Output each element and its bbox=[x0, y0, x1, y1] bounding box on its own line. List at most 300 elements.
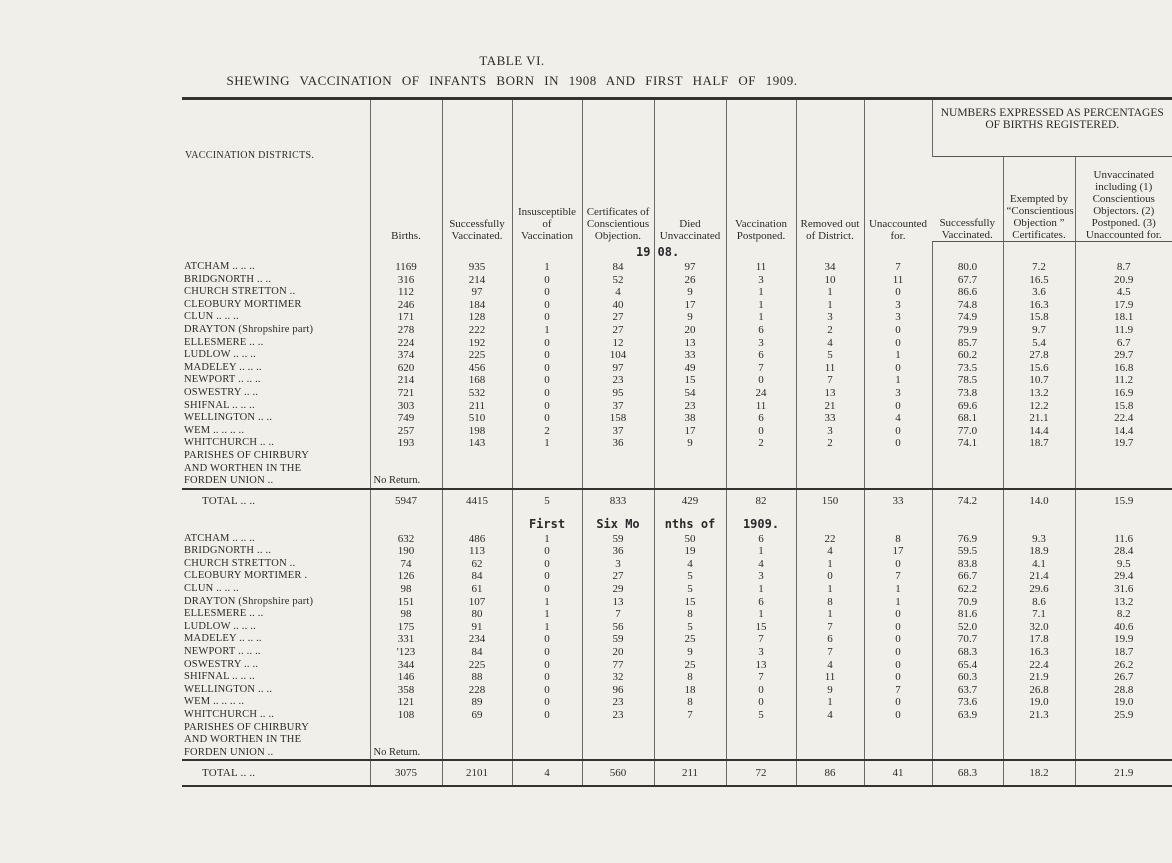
table-cell: 151 bbox=[370, 596, 442, 609]
table-cell: 1 bbox=[796, 286, 864, 299]
table-cell: 77.0 bbox=[932, 425, 1003, 438]
total-cell: 3075 bbox=[370, 760, 442, 786]
total-cell: 18.2 bbox=[1003, 760, 1075, 786]
table-cell: 16.3 bbox=[1003, 299, 1075, 312]
table-cell: 6 bbox=[796, 633, 864, 646]
table-cell: 27.8 bbox=[1003, 349, 1075, 362]
table-row bbox=[182, 570, 1172, 583]
table-row bbox=[182, 374, 1172, 387]
table-cell: 331 bbox=[370, 633, 442, 646]
table-cell: 9 bbox=[654, 311, 726, 324]
table-cell: 60.3 bbox=[932, 671, 1003, 684]
parishes-row bbox=[182, 450, 1172, 463]
table-cell: 0 bbox=[726, 425, 796, 438]
table-row bbox=[182, 659, 1172, 672]
header-districts: VACCINATION DISTRICTS. bbox=[182, 99, 370, 242]
table-cell: 17 bbox=[864, 545, 932, 558]
table-cell: 7 bbox=[796, 374, 864, 387]
total-cell: 4 bbox=[512, 760, 582, 786]
table-cell: 6.7 bbox=[1075, 337, 1172, 350]
table-cell: 1 bbox=[726, 608, 796, 621]
district-name: LUDLOW .. .. .. bbox=[184, 349, 256, 361]
table-cell: 158 bbox=[582, 412, 654, 425]
table-cell: 1169 bbox=[370, 261, 442, 274]
total-cell: 5 bbox=[512, 489, 582, 514]
table-cell: 6 bbox=[726, 412, 796, 425]
table-cell: 5 bbox=[654, 621, 726, 634]
header-postponed: Vaccination Postponed. bbox=[726, 99, 796, 242]
total-cell: 33 bbox=[864, 489, 932, 514]
table-cell: 0 bbox=[512, 684, 582, 697]
table-cell: 1 bbox=[726, 583, 796, 596]
table-cell: 0 bbox=[512, 671, 582, 684]
table-cell: 0 bbox=[864, 437, 932, 450]
table-cell: 234 bbox=[442, 633, 512, 646]
table-cell: 70.7 bbox=[932, 633, 1003, 646]
table-cell: 0 bbox=[512, 646, 582, 659]
table-cell: 224 bbox=[370, 337, 442, 350]
table-cell: 27 bbox=[582, 311, 654, 324]
table-cell: 98 bbox=[370, 583, 442, 596]
table-row bbox=[182, 311, 1172, 324]
section-heading-row bbox=[182, 514, 1172, 533]
table-cell: 3 bbox=[726, 570, 796, 583]
table-cell: 0 bbox=[726, 374, 796, 387]
table-cell: 749 bbox=[370, 412, 442, 425]
table-cell: 32 bbox=[582, 671, 654, 684]
table-cell: 344 bbox=[370, 659, 442, 672]
table-cell: 60.2 bbox=[932, 349, 1003, 362]
table-cell: 25 bbox=[654, 633, 726, 646]
table-cell: 7 bbox=[726, 633, 796, 646]
district-name: DRAYTON (Shropshire part) bbox=[184, 323, 314, 335]
table-cell: 0 bbox=[726, 696, 796, 709]
parishes-label: FORDEN UNION .. bbox=[184, 475, 274, 487]
table-title: SHEWING VACCINATION OF INFANTS BORN IN 1908 AND FIRST HALF OF 1909. bbox=[226, 73, 798, 88]
table-cell: 0 bbox=[512, 349, 582, 362]
table-cell: 13.2 bbox=[1075, 596, 1172, 609]
table-cell: 10 bbox=[796, 274, 864, 287]
table-cell: 1 bbox=[512, 324, 582, 337]
table-cell: 59 bbox=[582, 633, 654, 646]
district-name: DRAYTON (Shropshire part) bbox=[184, 595, 314, 607]
table-cell: 7 bbox=[654, 709, 726, 722]
district-name: LUDLOW .. .. .. bbox=[184, 620, 256, 632]
table-row bbox=[182, 437, 1172, 450]
header-pct-unvaccinated: Unvaccinated including (1) Conscientious Objectors. (2) Postponed. (3) Unaccounted for. bbox=[1075, 157, 1172, 242]
table-cell: 84 bbox=[442, 646, 512, 659]
table-cell: 0 bbox=[864, 362, 932, 375]
header-percentages: NUMBERS EXPRESSED AS PERCENTAGES OF BIRTHS REGISTERED. bbox=[932, 99, 1172, 157]
district-name: NEWPORT .. .. .. bbox=[184, 374, 261, 386]
table-cell: 81.6 bbox=[932, 608, 1003, 621]
table-cell: 28.4 bbox=[1075, 545, 1172, 558]
table-cell: 9 bbox=[654, 286, 726, 299]
total-cell: 429 bbox=[654, 489, 726, 514]
table-cell: 15.8 bbox=[1075, 400, 1172, 413]
table-cell: 68.3 bbox=[932, 646, 1003, 659]
table-row bbox=[182, 545, 1172, 558]
table-cell: 1 bbox=[864, 596, 932, 609]
table-cell: 0 bbox=[864, 633, 932, 646]
table-cell: 0 bbox=[512, 412, 582, 425]
table-row bbox=[182, 671, 1172, 684]
table-cell: 15 bbox=[726, 621, 796, 634]
parishes-label: PARISHES OF CHIRBURY bbox=[184, 449, 309, 461]
table-cell: 316 bbox=[370, 274, 442, 287]
table-cell: 0 bbox=[512, 374, 582, 387]
table-cell: 4 bbox=[796, 545, 864, 558]
table-cell: 0 bbox=[864, 425, 932, 438]
table-cell: 66.7 bbox=[932, 570, 1003, 583]
table-cell: 0 bbox=[796, 570, 864, 583]
table-cell: 8.7 bbox=[1075, 261, 1172, 274]
section-label-part: First bbox=[512, 514, 582, 533]
table-row bbox=[182, 400, 1172, 413]
table-cell: 5.4 bbox=[1003, 337, 1075, 350]
table-cell: 15.6 bbox=[1003, 362, 1075, 375]
table-cell: 84 bbox=[582, 261, 654, 274]
table-cell: 20 bbox=[654, 324, 726, 337]
parishes-row bbox=[182, 475, 1172, 489]
table-cell: 26.8 bbox=[1003, 684, 1075, 697]
table-cell: 175 bbox=[370, 621, 442, 634]
table-cell: 76.9 bbox=[932, 533, 1003, 546]
table-cell: 27 bbox=[582, 570, 654, 583]
table-cell: 20.9 bbox=[1075, 274, 1172, 287]
table-cell: 184 bbox=[442, 299, 512, 312]
table-cell: 32.0 bbox=[1003, 621, 1075, 634]
table-cell: 11.6 bbox=[1075, 533, 1172, 546]
table-cell: 0 bbox=[864, 646, 932, 659]
table-cell: 246 bbox=[370, 299, 442, 312]
table-cell: 9 bbox=[796, 684, 864, 697]
table-cell: 13 bbox=[726, 659, 796, 672]
table-cell: 632 bbox=[370, 533, 442, 546]
table-cell: 4 bbox=[796, 709, 864, 722]
table-row bbox=[182, 337, 1172, 350]
district-name: WEM .. .. .. .. bbox=[184, 424, 245, 436]
table-cell: 54 bbox=[654, 387, 726, 400]
district-name: CLEOBURY MORTIMER bbox=[184, 298, 302, 310]
table-row bbox=[182, 349, 1172, 362]
table-cell: 56 bbox=[582, 621, 654, 634]
table-cell: 63.7 bbox=[932, 684, 1003, 697]
table-cell: 12.2 bbox=[1003, 400, 1075, 413]
table-cell: 29.4 bbox=[1075, 570, 1172, 583]
table-cell: 4 bbox=[582, 286, 654, 299]
header-insusceptible: Insusceptible of Vaccination bbox=[512, 99, 582, 242]
district-name: ATCHAM .. .. .. bbox=[184, 532, 255, 544]
table-cell: 1 bbox=[726, 311, 796, 324]
table-cell: 7 bbox=[796, 646, 864, 659]
table-cell: 171 bbox=[370, 311, 442, 324]
table-cell: 84 bbox=[442, 570, 512, 583]
table-cell: 4 bbox=[864, 412, 932, 425]
total-cell: 150 bbox=[796, 489, 864, 514]
table-cell: 0 bbox=[864, 696, 932, 709]
table-row bbox=[182, 425, 1172, 438]
table-cell: 7.2 bbox=[1003, 261, 1075, 274]
district-name: BRIDGNORTH .. .. bbox=[184, 545, 272, 557]
table-cell: 7 bbox=[864, 570, 932, 583]
table-cell: 73.6 bbox=[932, 696, 1003, 709]
table-cell: 74.8 bbox=[932, 299, 1003, 312]
table-cell: 1 bbox=[796, 608, 864, 621]
district-name: OSWESTRY .. .. bbox=[184, 386, 259, 398]
table-cell: 3 bbox=[726, 274, 796, 287]
total-cell: 86 bbox=[796, 760, 864, 786]
table-cell: 33 bbox=[654, 349, 726, 362]
table-cell: 0 bbox=[512, 583, 582, 596]
table-cell: 358 bbox=[370, 684, 442, 697]
total-cell: 21.9 bbox=[1075, 760, 1172, 786]
table-cell: 9 bbox=[654, 437, 726, 450]
table-cell: 7 bbox=[726, 671, 796, 684]
table-cell: 486 bbox=[442, 533, 512, 546]
table-row bbox=[182, 324, 1172, 337]
district-name: BRIDGNORTH .. .. bbox=[184, 273, 272, 285]
table-cell: 21 bbox=[796, 400, 864, 413]
table-cell: 91 bbox=[442, 621, 512, 634]
table-row bbox=[182, 533, 1172, 546]
table-cell: 4 bbox=[796, 659, 864, 672]
district-name: CLEOBURY MORTIMER . bbox=[184, 570, 308, 582]
table-cell: 10.7 bbox=[1003, 374, 1075, 387]
table-cell: 16.3 bbox=[1003, 646, 1075, 659]
table-cell: 11 bbox=[796, 671, 864, 684]
table-cell: 27 bbox=[582, 324, 654, 337]
table-cell: 62.2 bbox=[932, 583, 1003, 596]
table-cell: 0 bbox=[512, 400, 582, 413]
section-label-part: 1909. bbox=[726, 514, 796, 533]
table-cell: 0 bbox=[512, 633, 582, 646]
header-vaccinated: Successfully Vaccinated. bbox=[442, 99, 512, 242]
table-cell: 303 bbox=[370, 400, 442, 413]
table-cell: 13.2 bbox=[1003, 387, 1075, 400]
table-cell: 20 bbox=[582, 646, 654, 659]
table-cell: 3 bbox=[726, 646, 796, 659]
table-cell: 0 bbox=[512, 286, 582, 299]
table-cell: 620 bbox=[370, 362, 442, 375]
table-cell: '123 bbox=[370, 646, 442, 659]
district-name: MADELEY .. .. .. bbox=[184, 361, 262, 373]
table-cell: 0 bbox=[512, 337, 582, 350]
table-cell: 935 bbox=[442, 261, 512, 274]
table-cell: 1 bbox=[512, 596, 582, 609]
vaccination-table bbox=[182, 97, 1172, 787]
table-cell: 38 bbox=[654, 412, 726, 425]
table-cell: 19 bbox=[654, 545, 726, 558]
table-cell: 198 bbox=[442, 425, 512, 438]
table-cell: 21.4 bbox=[1003, 570, 1075, 583]
table-cell: 3 bbox=[864, 311, 932, 324]
table-row bbox=[182, 286, 1172, 299]
table-cell: 7 bbox=[726, 362, 796, 375]
table-cell: 83.8 bbox=[932, 558, 1003, 571]
table-body bbox=[182, 242, 1172, 787]
table-cell: 19.7 bbox=[1075, 437, 1172, 450]
table-cell: 0 bbox=[864, 709, 932, 722]
table-cell: 2 bbox=[512, 425, 582, 438]
total-row bbox=[182, 489, 1172, 514]
table-cell: 23 bbox=[582, 374, 654, 387]
table-cell: 190 bbox=[370, 545, 442, 558]
no-return-note: No Return. bbox=[370, 747, 442, 761]
table-cell: 37 bbox=[582, 425, 654, 438]
table-cell: 16.5 bbox=[1003, 274, 1075, 287]
table-cell: 29.6 bbox=[1003, 583, 1075, 596]
table-cell: 1 bbox=[512, 533, 582, 546]
table-cell: 22.4 bbox=[1003, 659, 1075, 672]
table-cell: 214 bbox=[370, 374, 442, 387]
table-cell: 19.9 bbox=[1075, 633, 1172, 646]
table-cell: 25.9 bbox=[1075, 709, 1172, 722]
table-cell: 374 bbox=[370, 349, 442, 362]
table-cell: 22.4 bbox=[1075, 412, 1172, 425]
table-cell: 1 bbox=[864, 374, 932, 387]
district-name: CHURCH STRETTON .. bbox=[184, 557, 296, 569]
table-cell: 80.0 bbox=[932, 261, 1003, 274]
district-name: ATCHAM .. .. .. bbox=[184, 261, 255, 272]
table-cell: 13 bbox=[582, 596, 654, 609]
table-cell: 70.9 bbox=[932, 596, 1003, 609]
total-label: TOTAL .. .. bbox=[182, 760, 370, 786]
table-cell: 192 bbox=[442, 337, 512, 350]
table-cell: 88 bbox=[442, 671, 512, 684]
table-cell: 0 bbox=[512, 299, 582, 312]
total-cell: 833 bbox=[582, 489, 654, 514]
table-cell: 4.5 bbox=[1075, 286, 1172, 299]
table-cell: 15 bbox=[654, 596, 726, 609]
table-cell: 18.7 bbox=[1075, 646, 1172, 659]
table-cell: 59 bbox=[582, 533, 654, 546]
table-cell: 77 bbox=[582, 659, 654, 672]
table-row bbox=[182, 646, 1172, 659]
table-cell: 5 bbox=[654, 570, 726, 583]
table-row bbox=[182, 387, 1172, 400]
table-cell: 0 bbox=[512, 570, 582, 583]
table-cell: 17.8 bbox=[1003, 633, 1075, 646]
table-cell: 12 bbox=[582, 337, 654, 350]
table-cell: 68.1 bbox=[932, 412, 1003, 425]
table-cell: 78.5 bbox=[932, 374, 1003, 387]
table-cell: 456 bbox=[442, 362, 512, 375]
header-died: Died Unvaccinated bbox=[654, 99, 726, 242]
table-cell: 6 bbox=[726, 533, 796, 546]
table-cell: 18.7 bbox=[1003, 437, 1075, 450]
total-cell: 72 bbox=[726, 760, 796, 786]
section-label-part: 08. bbox=[654, 242, 726, 262]
table-cell: 9.7 bbox=[1003, 324, 1075, 337]
table-cell: 1 bbox=[512, 608, 582, 621]
table-cell: 168 bbox=[442, 374, 512, 387]
table-row bbox=[182, 261, 1172, 274]
district-name: WHITCHURCH .. .. bbox=[184, 709, 275, 720]
table-cell: 5 bbox=[654, 583, 726, 596]
table-cell: 4.1 bbox=[1003, 558, 1075, 571]
table-cell: 257 bbox=[370, 425, 442, 438]
table-cell: 18 bbox=[654, 684, 726, 697]
table-cell: 63.9 bbox=[932, 709, 1003, 722]
table-row bbox=[182, 583, 1172, 596]
table-cell: 225 bbox=[442, 659, 512, 672]
table-cell: 532 bbox=[442, 387, 512, 400]
table-cell: 25 bbox=[654, 659, 726, 672]
table-cell: 8.2 bbox=[1075, 608, 1172, 621]
table-cell: 31.6 bbox=[1075, 583, 1172, 596]
district-name: SHIFNAL .. .. .. bbox=[184, 399, 255, 411]
table-cell: 9.5 bbox=[1075, 558, 1172, 571]
total-label: TOTAL .. .. bbox=[182, 489, 370, 514]
table-row bbox=[182, 709, 1172, 722]
table-cell: 3.6 bbox=[1003, 286, 1075, 299]
table-cell: 52 bbox=[582, 274, 654, 287]
table-cell: 222 bbox=[442, 324, 512, 337]
district-name: ELLESMERE .. .. bbox=[184, 608, 264, 620]
total-cell: 68.3 bbox=[932, 760, 1003, 786]
table-cell: 0 bbox=[512, 545, 582, 558]
table-cell: 0 bbox=[512, 362, 582, 375]
table-cell: 97 bbox=[582, 362, 654, 375]
table-cell: 79.9 bbox=[932, 324, 1003, 337]
table-cell: 7 bbox=[796, 621, 864, 634]
table-cell: 16.9 bbox=[1075, 387, 1172, 400]
total-cell: 82 bbox=[726, 489, 796, 514]
table-cell: 11 bbox=[726, 261, 796, 274]
table-cell: 8.6 bbox=[1003, 596, 1075, 609]
table-cell: 211 bbox=[442, 400, 512, 413]
table-row bbox=[182, 362, 1172, 375]
table-cell: 19.0 bbox=[1003, 696, 1075, 709]
table-cell: 3 bbox=[864, 299, 932, 312]
table-cell: 19.0 bbox=[1075, 696, 1172, 709]
table-cell: 65.4 bbox=[932, 659, 1003, 672]
table-cell: 225 bbox=[442, 349, 512, 362]
district-name: CHURCH STRETTON .. bbox=[184, 286, 296, 298]
table-row bbox=[182, 621, 1172, 634]
table-cell: 1 bbox=[796, 583, 864, 596]
table-cell: 6 bbox=[726, 596, 796, 609]
table-cell: 17 bbox=[654, 299, 726, 312]
table-cell: 5 bbox=[796, 349, 864, 362]
table-cell: 21.9 bbox=[1003, 671, 1075, 684]
district-name: MADELEY .. .. .. bbox=[184, 633, 262, 645]
table-cell: 510 bbox=[442, 412, 512, 425]
table-cell: 26.2 bbox=[1075, 659, 1172, 672]
table-cell: 59.5 bbox=[932, 545, 1003, 558]
table-cell: 7.1 bbox=[1003, 608, 1075, 621]
table-cell: 86.6 bbox=[932, 286, 1003, 299]
table-cell: 11 bbox=[726, 400, 796, 413]
table-cell: 11 bbox=[796, 362, 864, 375]
table-cell: 0 bbox=[864, 621, 932, 634]
table-cell: 15.8 bbox=[1003, 311, 1075, 324]
table-cell: 40.6 bbox=[1075, 621, 1172, 634]
district-name: SHIFNAL .. .. .. bbox=[184, 671, 255, 683]
table-cell: 50 bbox=[654, 533, 726, 546]
table-cell: 17.9 bbox=[1075, 299, 1172, 312]
district-name: WELLINGTON .. .. bbox=[184, 683, 273, 695]
table-cell: 128 bbox=[442, 311, 512, 324]
no-return-note: No Return. bbox=[370, 475, 442, 489]
table-cell: 23 bbox=[582, 709, 654, 722]
header-certificates: Certificates of Conscientious Objection. bbox=[582, 99, 654, 242]
table-cell: 49 bbox=[654, 362, 726, 375]
header-pct-exempted: Exempted by “Conscientious Objection ” Certificates. bbox=[1003, 157, 1075, 242]
table-cell: 62 bbox=[442, 558, 512, 571]
table-cell: 69.6 bbox=[932, 400, 1003, 413]
